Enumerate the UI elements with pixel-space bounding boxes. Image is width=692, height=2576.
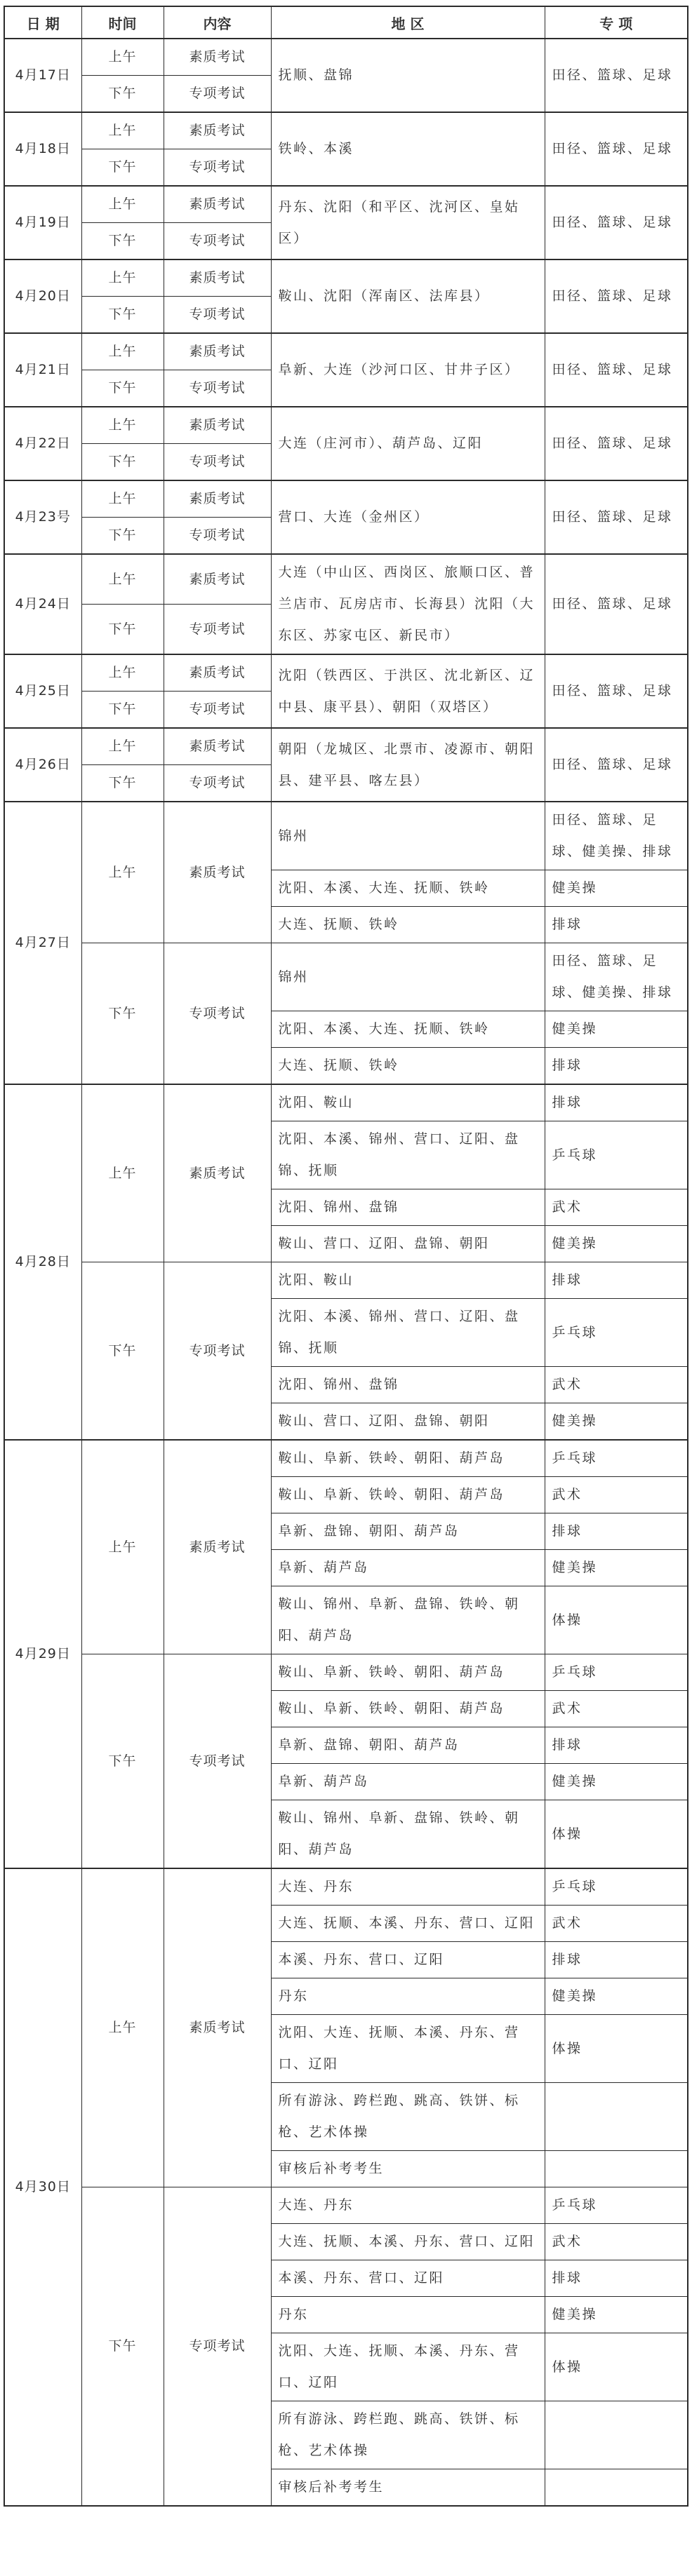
specialty-cell: 乒乓球 bbox=[545, 1440, 688, 1477]
content-cell: 素质考试 bbox=[164, 259, 271, 297]
specialty-cell: 田径、篮球、足球 bbox=[545, 333, 688, 407]
specialty-cell: 田径、篮球、足球 bbox=[545, 407, 688, 480]
region-cell: 所有游泳、跨栏跑、跳高、铁饼、标枪、艺术体操 bbox=[271, 2401, 545, 2469]
schedule-row bbox=[4, 1262, 688, 1299]
date-cell: 4月25日 bbox=[4, 654, 81, 728]
specialty-cell: 健美操 bbox=[545, 1978, 688, 2015]
specialty-cell: 田径、篮球、足球 bbox=[545, 480, 688, 554]
date-cell: 4月20日 bbox=[4, 259, 81, 333]
content-cell: 素质考试 bbox=[164, 186, 271, 223]
schedule-row bbox=[4, 2187, 688, 2224]
region-cell: 沈阳、鞍山 bbox=[271, 1084, 545, 1121]
specialty-cell: 健美操 bbox=[545, 1011, 688, 1048]
content-cell: 素质考试 bbox=[164, 39, 271, 76]
region-cell: 鞍山、阜新、铁岭、朝阳、葫芦岛 bbox=[271, 1440, 545, 1477]
time-cell: 上午 bbox=[81, 186, 164, 223]
schedule-row bbox=[4, 1868, 688, 1906]
time-cell: 上午 bbox=[81, 1084, 164, 1262]
content-cell: 专项考试 bbox=[164, 692, 271, 729]
specialty-cell: 田径、篮球、足球、健美操、排球 bbox=[545, 802, 688, 870]
schedule-row bbox=[4, 186, 688, 223]
time-cell: 上午 bbox=[81, 654, 164, 692]
region-cell: 抚顺、盘锦 bbox=[271, 39, 545, 112]
specialty-cell: 排球 bbox=[545, 907, 688, 943]
region-cell: 铁岭、本溪 bbox=[271, 112, 545, 186]
date-cell: 4月29日 bbox=[4, 1440, 81, 1868]
time-cell: 下午 bbox=[81, 444, 164, 481]
region-cell: 鞍山、营口、辽阳、盘锦、朝阳 bbox=[271, 1403, 545, 1441]
region-cell: 沈阳（铁西区、于洪区、沈北新区、辽中县、康平县）、朝阳（双塔区） bbox=[271, 654, 545, 728]
schedule-row bbox=[4, 112, 688, 149]
header-time: 时间 bbox=[81, 6, 164, 39]
region-cell: 阜新、盘锦、朝阳、葫芦岛 bbox=[271, 1513, 545, 1550]
region-cell: 沈阳、鞍山 bbox=[271, 1262, 545, 1299]
specialty-cell bbox=[545, 2083, 688, 2151]
time-cell: 下午 bbox=[81, 76, 164, 113]
time-cell: 下午 bbox=[81, 2187, 164, 2507]
content-cell: 素质考试 bbox=[164, 1868, 271, 2187]
content-cell: 专项考试 bbox=[164, 1654, 271, 1869]
time-cell: 上午 bbox=[81, 407, 164, 444]
specialty-cell: 田径、篮球、足球 bbox=[545, 728, 688, 802]
date-cell: 4月28日 bbox=[4, 1084, 81, 1440]
specialty-cell: 田径、篮球、足球 bbox=[545, 112, 688, 186]
date-cell: 4月17日 bbox=[4, 39, 81, 112]
specialty-cell: 体操 bbox=[545, 2333, 688, 2401]
specialty-cell: 排球 bbox=[545, 1084, 688, 1121]
time-cell: 下午 bbox=[81, 605, 164, 655]
content-cell: 专项考试 bbox=[164, 297, 271, 334]
schedule-row bbox=[4, 333, 688, 370]
region-cell: 沈阳、大连、抚顺、本溪、丹东、营口、辽阳 bbox=[271, 2333, 545, 2401]
content-cell: 素质考试 bbox=[164, 554, 271, 605]
time-cell: 下午 bbox=[81, 370, 164, 407]
region-cell: 大连、抚顺、铁岭 bbox=[271, 1048, 545, 1085]
region-cell: 阜新、大连（沙河口区、甘井子区） bbox=[271, 333, 545, 407]
region-cell: 沈阳、本溪、大连、抚顺、铁岭 bbox=[271, 870, 545, 907]
date-cell: 4月19日 bbox=[4, 186, 81, 259]
region-cell: 鞍山、锦州、阜新、盘锦、铁岭、朝阳、葫芦岛 bbox=[271, 1586, 545, 1654]
specialty-cell: 田径、篮球、足球 bbox=[545, 259, 688, 333]
header-content: 内容 bbox=[164, 6, 271, 39]
specialty-cell: 体操 bbox=[545, 2015, 688, 2083]
time-cell: 上午 bbox=[81, 333, 164, 370]
content-cell: 素质考试 bbox=[164, 333, 271, 370]
schedule-row bbox=[4, 554, 688, 605]
region-cell: 沈阳、本溪、大连、抚顺、铁岭 bbox=[271, 1011, 545, 1048]
date-cell: 4月23号 bbox=[4, 480, 81, 554]
content-cell: 专项考试 bbox=[164, 149, 271, 187]
region-cell: 沈阳、本溪、锦州、营口、辽阳、盘锦、抚顺 bbox=[271, 1299, 545, 1367]
region-cell: 阜新、葫芦岛 bbox=[271, 1550, 545, 1586]
region-cell: 沈阳、大连、抚顺、本溪、丹东、营口、辽阳 bbox=[271, 2015, 545, 2083]
region-cell: 阜新、葫芦岛 bbox=[271, 1764, 545, 1800]
header-specialty: 专 项 bbox=[545, 6, 688, 39]
region-cell: 审核后补考考生 bbox=[271, 2151, 545, 2187]
header-date: 日 期 bbox=[4, 6, 81, 39]
region-cell: 朝阳（龙城区、北票市、凌源市、朝阳县、建平县、喀左县） bbox=[271, 728, 545, 802]
specialty-cell: 乒乓球 bbox=[545, 1868, 688, 1906]
specialty-cell: 乒乓球 bbox=[545, 2187, 688, 2224]
time-cell: 上午 bbox=[81, 112, 164, 149]
specialty-cell: 健美操 bbox=[545, 870, 688, 907]
content-cell: 专项考试 bbox=[164, 605, 271, 655]
specialty-cell bbox=[545, 2401, 688, 2469]
schedule-row bbox=[4, 259, 688, 297]
content-cell: 素质考试 bbox=[164, 654, 271, 692]
time-cell: 上午 bbox=[81, 480, 164, 518]
time-cell: 上午 bbox=[81, 1440, 164, 1654]
content-cell: 素质考试 bbox=[164, 1084, 271, 1262]
exam-schedule-table bbox=[4, 6, 688, 2507]
content-cell: 素质考试 bbox=[164, 802, 271, 943]
region-cell: 锦州 bbox=[271, 943, 545, 1011]
region-cell: 鞍山、阜新、铁岭、朝阳、葫芦岛 bbox=[271, 1691, 545, 1727]
content-cell: 素质考试 bbox=[164, 1440, 271, 1654]
region-cell: 鞍山、阜新、铁岭、朝阳、葫芦岛 bbox=[271, 1477, 545, 1513]
time-cell: 下午 bbox=[81, 692, 164, 729]
region-cell: 本溪、丹东、营口、辽阳 bbox=[271, 1942, 545, 1978]
region-cell: 大连、抚顺、铁岭 bbox=[271, 907, 545, 943]
content-cell: 素质考试 bbox=[164, 407, 271, 444]
schedule-row bbox=[4, 39, 688, 76]
schedule-row bbox=[4, 802, 688, 870]
time-cell: 下午 bbox=[81, 149, 164, 187]
specialty-cell bbox=[545, 2151, 688, 2187]
content-cell: 专项考试 bbox=[164, 223, 271, 260]
region-cell: 大连、丹东 bbox=[271, 2187, 545, 2224]
time-cell: 上午 bbox=[81, 39, 164, 76]
header-row bbox=[4, 6, 688, 39]
region-cell: 鞍山、锦州、阜新、盘锦、铁岭、朝阳、葫芦岛 bbox=[271, 1800, 545, 1869]
specialty-cell: 健美操 bbox=[545, 1403, 688, 1441]
content-cell: 专项考试 bbox=[164, 2187, 271, 2507]
date-cell: 4月22日 bbox=[4, 407, 81, 480]
schedule-row bbox=[4, 1654, 688, 1691]
content-cell: 专项考试 bbox=[164, 1262, 271, 1441]
time-cell: 下午 bbox=[81, 297, 164, 334]
time-cell: 上午 bbox=[81, 259, 164, 297]
date-cell: 4月30日 bbox=[4, 1868, 81, 2506]
time-cell: 下午 bbox=[81, 765, 164, 802]
content-cell: 专项考试 bbox=[164, 943, 271, 1085]
content-cell: 专项考试 bbox=[164, 518, 271, 555]
content-cell: 素质考试 bbox=[164, 728, 271, 765]
time-cell: 上午 bbox=[81, 728, 164, 765]
region-cell: 大连（庄河市）、葫芦岛、辽阳 bbox=[271, 407, 545, 480]
specialty-cell: 健美操 bbox=[545, 2297, 688, 2333]
specialty-cell: 排球 bbox=[545, 1727, 688, 1764]
time-cell: 上午 bbox=[81, 802, 164, 943]
schedule-row bbox=[4, 1084, 688, 1121]
content-cell: 专项考试 bbox=[164, 370, 271, 407]
time-cell: 下午 bbox=[81, 1262, 164, 1441]
region-cell: 沈阳、本溪、锦州、营口、辽阳、盘锦、抚顺 bbox=[271, 1121, 545, 1189]
schedule-row bbox=[4, 480, 688, 518]
table-header bbox=[4, 6, 688, 39]
date-cell: 4月21日 bbox=[4, 333, 81, 407]
region-cell: 沈阳、锦州、盘锦 bbox=[271, 1367, 545, 1403]
content-cell: 专项考试 bbox=[164, 444, 271, 481]
time-cell: 下午 bbox=[81, 518, 164, 555]
region-cell: 营口、大连（金州区） bbox=[271, 480, 545, 554]
date-cell: 4月24日 bbox=[4, 554, 81, 654]
time-cell: 下午 bbox=[81, 1654, 164, 1869]
specialty-cell: 排球 bbox=[545, 1048, 688, 1085]
specialty-cell: 排球 bbox=[545, 1513, 688, 1550]
content-cell: 专项考试 bbox=[164, 76, 271, 113]
region-cell: 大连、丹东 bbox=[271, 1868, 545, 1906]
region-cell: 锦州 bbox=[271, 802, 545, 870]
content-cell: 素质考试 bbox=[164, 112, 271, 149]
specialty-cell: 健美操 bbox=[545, 1550, 688, 1586]
region-cell: 所有游泳、跨栏跑、跳高、铁饼、标枪、艺术体操 bbox=[271, 2083, 545, 2151]
region-cell: 大连、抚顺、本溪、丹东、营口、辽阳 bbox=[271, 1906, 545, 1942]
time-cell: 上午 bbox=[81, 1868, 164, 2187]
specialty-cell: 排球 bbox=[545, 1942, 688, 1978]
schedule-row bbox=[4, 728, 688, 765]
region-cell: 丹东、沈阳（和平区、沈河区、皇姑区） bbox=[271, 186, 545, 259]
region-cell: 鞍山、沈阳（浑南区、法库县） bbox=[271, 259, 545, 333]
region-cell: 鞍山、营口、辽阳、盘锦、朝阳 bbox=[271, 1226, 545, 1262]
specialty-cell: 武术 bbox=[545, 1367, 688, 1403]
date-cell: 4月18日 bbox=[4, 112, 81, 186]
specialty-cell: 田径、篮球、足球 bbox=[545, 186, 688, 259]
region-cell: 丹东 bbox=[271, 1978, 545, 2015]
content-cell: 专项考试 bbox=[164, 765, 271, 802]
schedule-row bbox=[4, 654, 688, 692]
specialty-cell: 健美操 bbox=[545, 1764, 688, 1800]
specialty-cell: 排球 bbox=[545, 2260, 688, 2297]
schedule-row bbox=[4, 943, 688, 1011]
specialty-cell: 武术 bbox=[545, 1691, 688, 1727]
specialty-cell: 武术 bbox=[545, 1906, 688, 1942]
date-cell: 4月26日 bbox=[4, 728, 81, 802]
content-cell: 素质考试 bbox=[164, 480, 271, 518]
specialty-cell: 体操 bbox=[545, 1800, 688, 1869]
specialty-cell: 田径、篮球、足球 bbox=[545, 554, 688, 654]
region-cell: 丹东 bbox=[271, 2297, 545, 2333]
region-cell: 本溪、丹东、营口、辽阳 bbox=[271, 2260, 545, 2297]
date-cell: 4月27日 bbox=[4, 802, 81, 1084]
specialty-cell: 乒乓球 bbox=[545, 1299, 688, 1367]
specialty-cell: 乒乓球 bbox=[545, 1654, 688, 1691]
specialty-cell: 乒乓球 bbox=[545, 1121, 688, 1189]
region-cell: 审核后补考考生 bbox=[271, 2469, 545, 2507]
schedule-row bbox=[4, 1440, 688, 1477]
header-region: 地 区 bbox=[271, 6, 545, 39]
specialty-cell: 田径、篮球、足球、健美操、排球 bbox=[545, 943, 688, 1011]
specialty-cell: 田径、篮球、足球 bbox=[545, 654, 688, 728]
specialty-cell: 健美操 bbox=[545, 1226, 688, 1262]
time-cell: 下午 bbox=[81, 943, 164, 1085]
specialty-cell: 田径、篮球、足球 bbox=[545, 39, 688, 112]
specialty-cell: 武术 bbox=[545, 2224, 688, 2260]
specialty-cell: 武术 bbox=[545, 1477, 688, 1513]
region-cell: 鞍山、阜新、铁岭、朝阳、葫芦岛 bbox=[271, 1654, 545, 1691]
region-cell: 大连、抚顺、本溪、丹东、营口、辽阳 bbox=[271, 2224, 545, 2260]
region-cell: 阜新、盘锦、朝阳、葫芦岛 bbox=[271, 1727, 545, 1764]
specialty-cell: 体操 bbox=[545, 1586, 688, 1654]
schedule-table-body bbox=[4, 39, 688, 2506]
time-cell: 上午 bbox=[81, 554, 164, 605]
specialty-cell: 武术 bbox=[545, 1189, 688, 1226]
time-cell: 下午 bbox=[81, 223, 164, 260]
specialty-cell bbox=[545, 2469, 688, 2507]
schedule-row bbox=[4, 407, 688, 444]
specialty-cell: 排球 bbox=[545, 1262, 688, 1299]
region-cell: 大连（中山区、西岗区、旅顺口区、普兰店市、瓦房店市、长海县）沈阳（大东区、苏家屯区、新民市） bbox=[271, 554, 545, 654]
region-cell: 沈阳、锦州、盘锦 bbox=[271, 1189, 545, 1226]
